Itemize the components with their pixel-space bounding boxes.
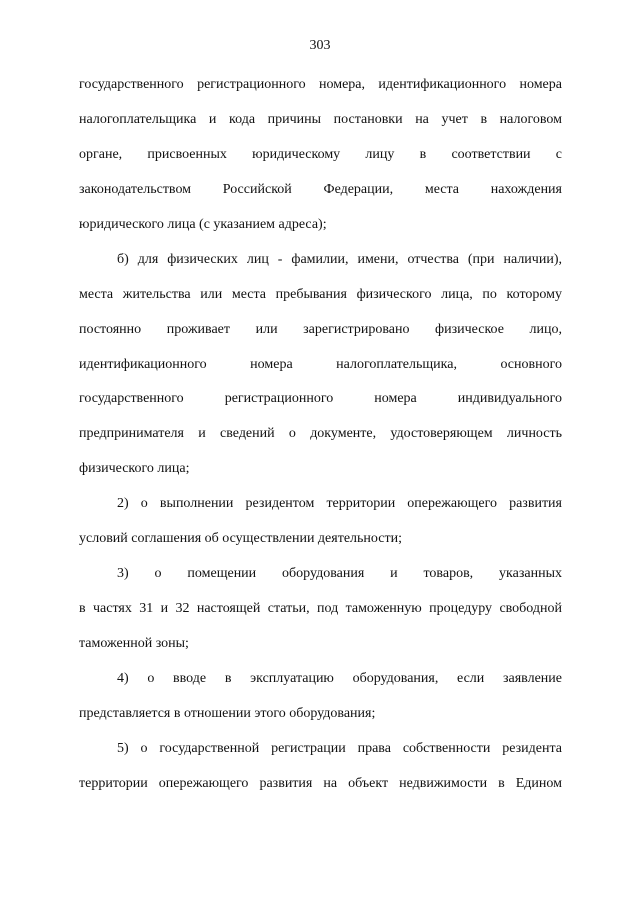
text-line: таможенной зоны;	[79, 636, 189, 651]
text-line: предпринимателя и сведений о документе, удостоверяющем личность	[79, 426, 562, 441]
text-line: условий соглашения об осуществлении деятельности;	[79, 531, 402, 546]
text-line: налогоплательщика и кода причины постановки на учет в налоговом	[79, 112, 562, 127]
text-line: законодательством Российской Федерации, места нахождения	[79, 182, 562, 197]
text-line: 4) о вводе в эксплуатацию оборудования, если заявление	[117, 671, 562, 686]
text-line: места жительства или места пребывания физического лица, по которому	[79, 287, 562, 302]
text-line: в частях 31 и 32 настоящей статьи, под таможенную процедуру свободной	[79, 601, 562, 616]
text-line: 2) о выполнении резидентом территории опережающего развития	[117, 496, 562, 511]
text-line: государственного регистрационного номера индивидуального	[79, 391, 562, 406]
text-line: юридического лица (с указанием адреса);	[79, 217, 327, 232]
page-number: 303	[309, 38, 331, 53]
text-line: представляется в отношении этого оборудования;	[79, 706, 376, 721]
text-line: территории опережающего развития на объект недвижимости в Едином	[79, 776, 562, 791]
text-line: органе, присвоенных юридическому лицу в соответствии с	[79, 147, 562, 162]
text-line: 5) о государственной регистрации права собственности резидента	[117, 741, 562, 756]
text-line: физического лица;	[79, 461, 190, 476]
text-line: постоянно проживает или зарегистрировано физическое лицо,	[79, 322, 562, 337]
text-line: идентификационного номера налогоплательщика, основного	[79, 357, 562, 372]
text-line: государственного регистрационного номера, идентификационного номера	[79, 77, 562, 92]
text-line: б) для физических лиц - фамилии, имени, отчества (при наличии),	[117, 252, 562, 267]
text-line: 3) о помещении оборудования и товаров, указанных	[117, 566, 562, 581]
